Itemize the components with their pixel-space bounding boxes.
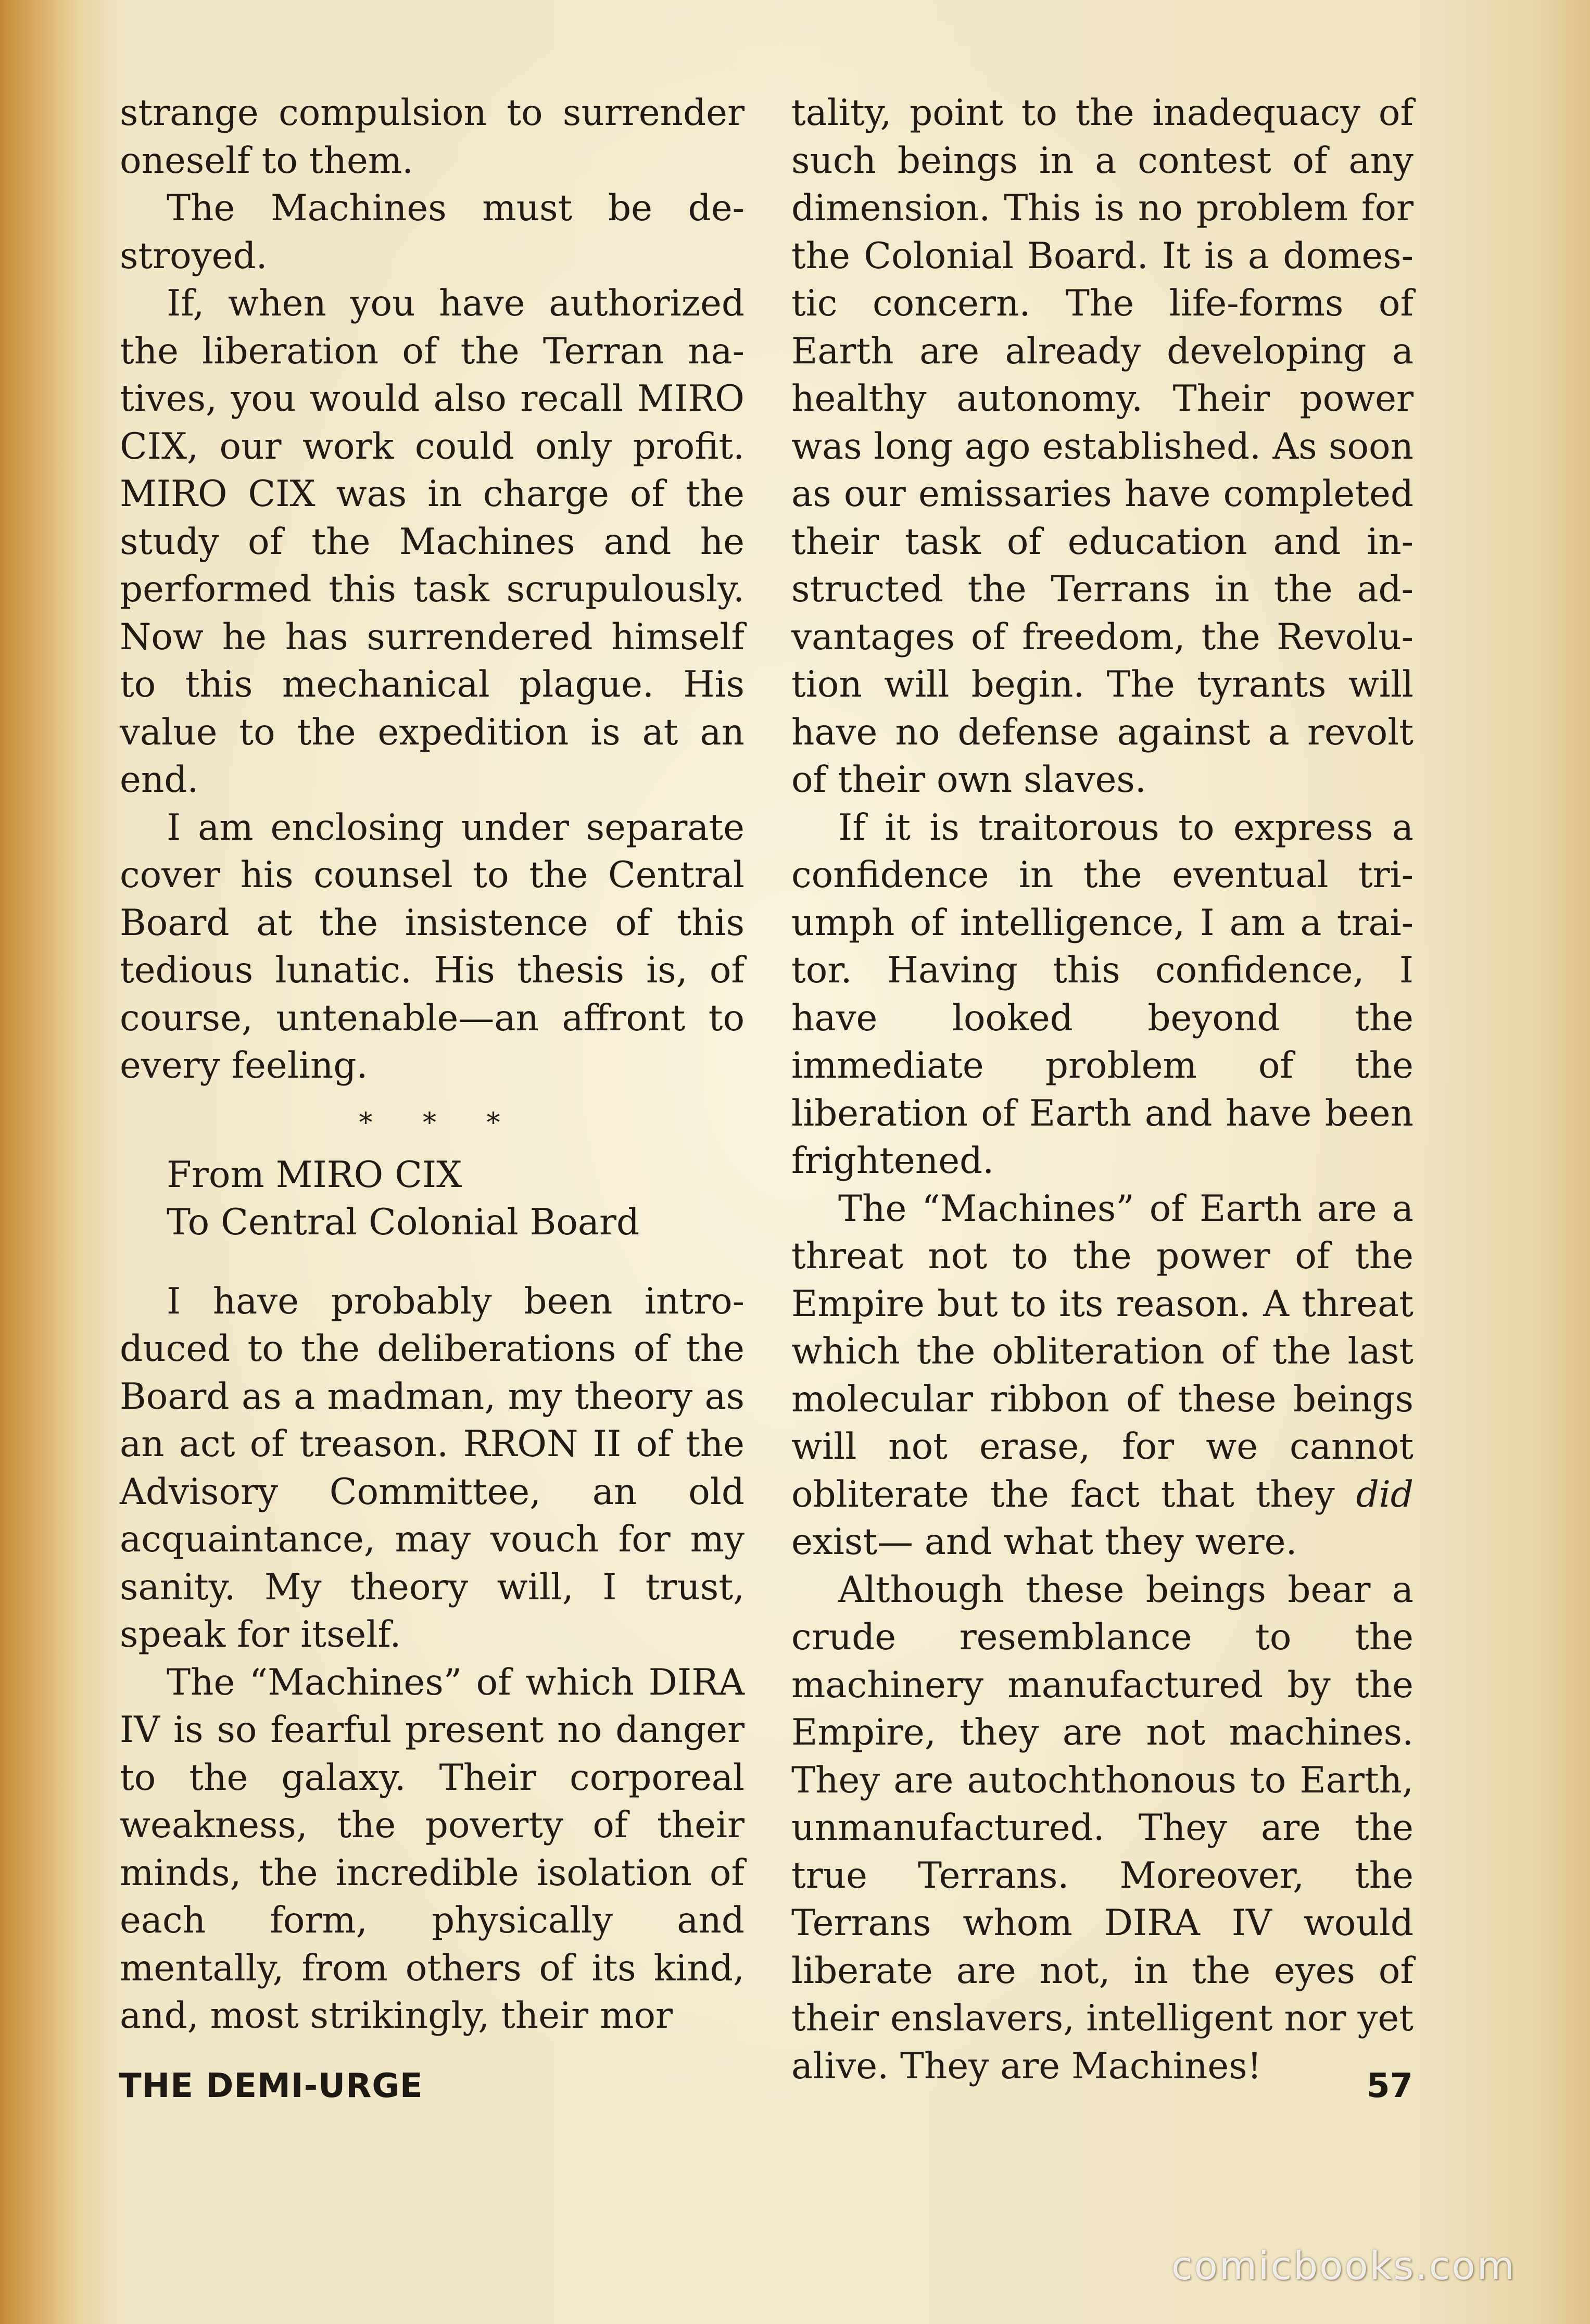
right-paragraph-3 — [791, 1185, 1414, 1567]
left-paragraph-1: strange compulsion to surrender oneself to them. — [120, 92, 744, 182]
letter-address — [120, 1152, 744, 1247]
right-paragraph-4: Although these beings bear a crude resemblance to the machinery manufactured by the Empire, they are not machines. They are autochthonous to Earth, unmanufactured. They are the true Terrans. Moreover, the Terrans whom DIRA IV would liberate are not, in the eyes of their enslavers, intelligent nor yet alive. They are Machines! — [791, 1569, 1414, 2087]
page-number: 57 — [1367, 2067, 1414, 2105]
section-separator: * * * — [359, 1107, 521, 1139]
right-paragraph-3-end: exist— and what they were. — [791, 1521, 1297, 1563]
left-paragraph-4: I am enclosing under separate cover his counsel to the Central Board at the insistence of this tedious lunatic. His thesis is, of course, untenable—an affront to every feeling. — [120, 806, 744, 1087]
italic-did: did — [1356, 1473, 1414, 1515]
left-column — [120, 90, 744, 2040]
footer-title: THE DEMI-URGE — [119, 2067, 423, 2105]
left-paragraph-6: The “Machines” of which DIRA IV is so fearful present no danger to the galaxy. Their corporeal weakness, the poverty of their minds, the incredible isolation of each form, physically and mentally, from others of its kind, and, most strikingly, their mor — [120, 1661, 744, 2037]
from-line: From MIRO CIX — [167, 1154, 462, 1196]
watermark-logo: comicbooks.com — [1171, 2244, 1516, 2289]
left-paragraph-5: I have probably been introduced to the deliberations of the Board as a madman, my theory as an act of treason. RRON II of the Advisory Committee, an old acquaintance, may vouch for my sanity. My theory will, I trust, speak for itself. — [120, 1280, 744, 1656]
left-paragraph-2: The Machines must be destroyed. — [120, 187, 744, 277]
right-paragraph-3-text: The “Machines” of Earth are a threat not to the power of the Empire but to its reason. A threat which the obliteration of the last molecular ribbon of these beings will not erase, for we cannot obliterate the fact that they — [791, 1188, 1414, 1515]
right-paragraph-2: If it is traitorous to express a confidence in the eventual triumph of intelligence, I am a traitor. Having this confidence, I have looked beyond the immediate problem of the liberation of Earth and have been frightened. — [791, 806, 1414, 1182]
left-paragraph-3: If, when you have authorized the liberation of the Terran natives, you would also recall MIRO CIX, our work could only profit. MIRO CIX was in charge of the study of the Machines and he performed this task scrupulously. Now he has surrendered himself to this mechanical plague. His value to the expedition is at an end. — [120, 283, 744, 801]
right-paragraph-1: tality, point to the inadequacy of such beings in a contest of any dimension. This is no problem for the Colonial Board. It is a domestic concern. The life-forms of Earth are already developing a healthy autonomy. Their power was long ago established. As soon as our emissaries have completed their task of education and instructed the Terrans in the advantages of freedom, the Revolution will begin. The tyrants will have no defense against a revolt of their own slaves. — [791, 92, 1414, 801]
to-line: To Central Colonial Board — [167, 1202, 640, 1243]
right-column — [791, 90, 1414, 2090]
